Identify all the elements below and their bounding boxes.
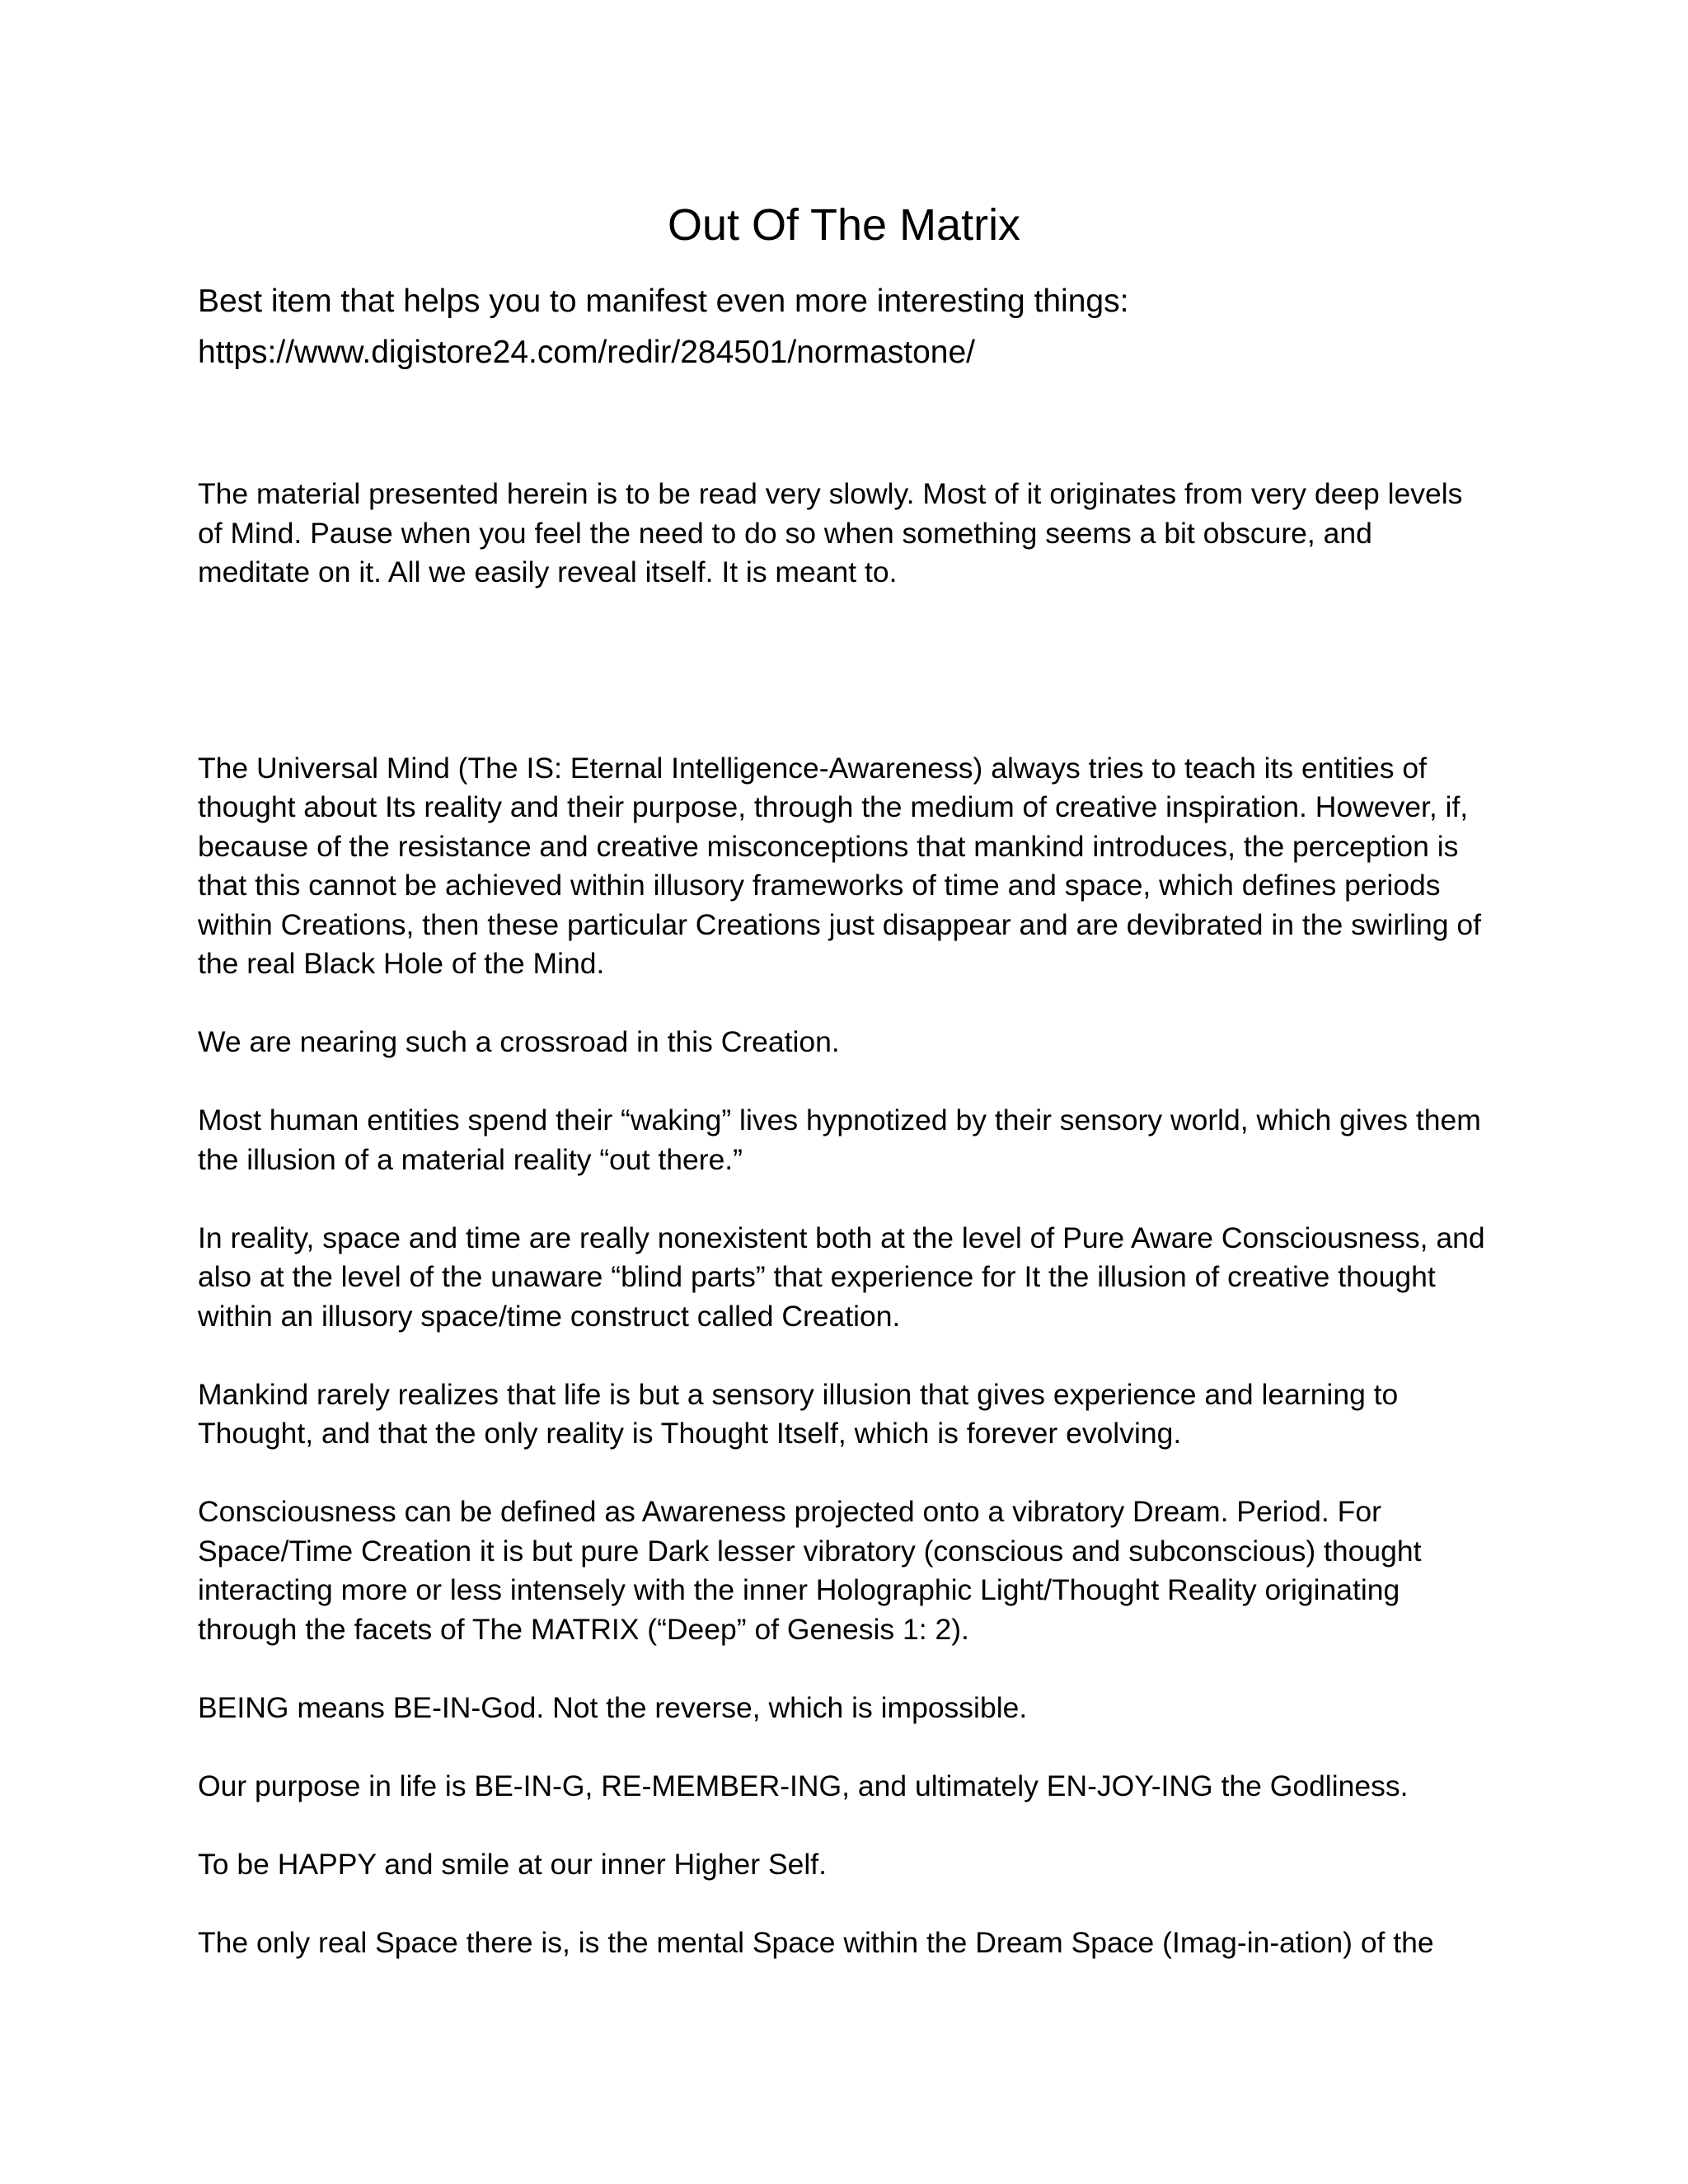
paragraph: To be HAPPY and smile at our inner Higher Self.: [198, 1847, 827, 1881]
intro-paragraph: The material presented herein is to be read very slowly. Most of it originates from very deep levels of Mind. Pause when you feel the need to do so when something seems a bit obscure, and meditate on it. All we easily reveal itself. It is meant to.: [198, 477, 1463, 588]
promo-block: [198, 276, 1550, 378]
paragraph: Mankind rarely realizes that life is but a sensory illusion that gives experience and learning to Thought, and that the only reality is Thought Itself, which is forever evolving.: [198, 1377, 1399, 1450]
promo-link[interactable]: https://www.digistore24.com/redir/284501/normastone/: [198, 335, 975, 370]
paragraph: Most human entities spend their “waking” lives hypnotized by their sensory world, which gives them the illusion of a material reality “out there.”: [198, 1104, 1481, 1176]
paragraph: In reality, space and time are really nonexistent both at the level of Pure Aware Consciousness, and also at the level of the unaware “blind parts” that experience for It the illusion of creative thought within an illusory space/time construct called Creation.: [198, 1221, 1485, 1333]
paragraph: The only real Space there is, is the mental Space within the Dream Space (Imag-in-ation) of the: [198, 1925, 1434, 1959]
promo-text: Best item that helps you to manifest even more interesting things:: [198, 284, 1129, 319]
body-text: [198, 475, 1492, 2002]
paragraph: Our purpose in life is BE-IN-G, RE-MEMBER-ING, and ultimately EN-JOY-ING the Godliness.: [198, 1769, 1409, 1802]
paragraph: The Universal Mind (The IS: Eternal Intelligence-Awareness) always tries to teach its entities of thought about Its reality and their purpose, through the medium of creative inspiration. However, if, because of the resistance and creative misconceptions that mankind introduces, the perception is that this cannot be achieved within illusory frameworks of time and space, which defines periods within Creations, then these particular Creations just disappear and are devibrated in the swirling of the real Black Hole of the Mind.: [198, 751, 1481, 980]
paragraph: We are nearing such a crossroad in this Creation.: [198, 1025, 840, 1058]
document-title: Out Of The Matrix: [667, 200, 1021, 250]
paragraph: BEING means BE-IN-God. Not the reverse, which is impossible.: [198, 1690, 1028, 1724]
paragraph: Consciousness can be defined as Awareness projected onto a vibratory Dream. Period. For Space/Time Creation it is but pure Dark lesser vibratory (conscious and subconscious) thought interacting more or less intensely with the inner Holographic Light/Thought Reality originating through the facets of The MATRIX (“Deep” of Genesis 1: 2).: [198, 1495, 1422, 1646]
